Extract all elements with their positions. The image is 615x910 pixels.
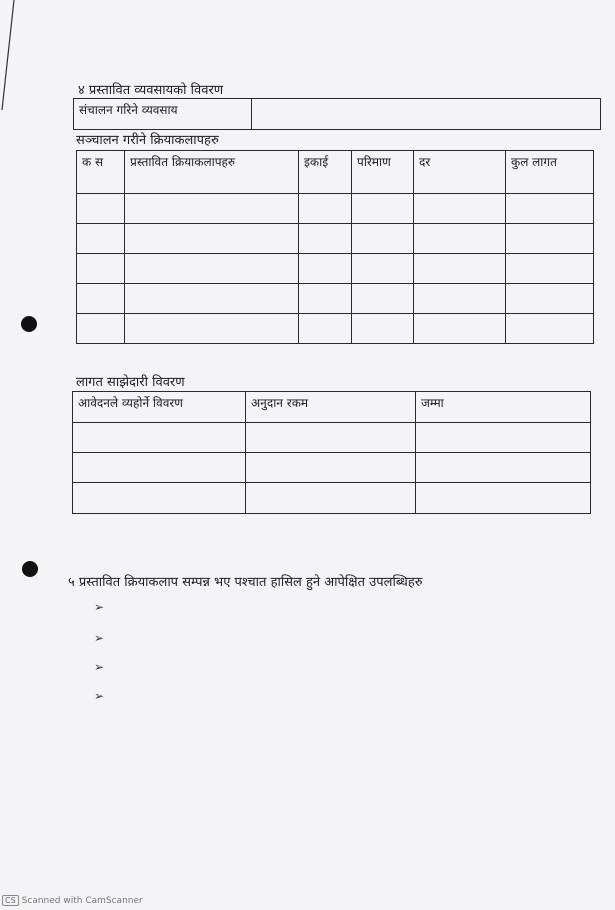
camscanner-watermark (2, 895, 143, 906)
table-cell (414, 284, 506, 314)
table-row (77, 194, 594, 224)
table-row (77, 224, 594, 254)
table-row (77, 314, 594, 344)
table-cell (506, 224, 594, 254)
table-cell (416, 423, 591, 453)
section4-title: ४ प्रस्तावित व्यवसायको विवरण (78, 83, 224, 98)
arrowhead-bullet-icon: ➢ (94, 689, 105, 703)
col-header-unit: इकाई (299, 151, 352, 194)
arrowhead-bullet-icon: ➢ (94, 660, 105, 674)
table-cell (125, 194, 299, 224)
arrowhead-bullet-icon: ➢ (94, 600, 105, 614)
table-cell (352, 254, 414, 284)
arrowhead-bullet-icon: ➢ (94, 631, 105, 645)
table-cell (246, 453, 416, 483)
table-cell (125, 254, 299, 284)
business-value (252, 99, 601, 130)
activities-table (76, 150, 594, 344)
table-cell (77, 314, 125, 344)
col-header-activities: प्रस्तावित क्रियाकलापहरु (125, 151, 299, 194)
cost-sharing-title: लागत साझेदारी विवरण (76, 375, 185, 390)
section5-title: ५ प्रस्तावित क्रियाकलाप सम्पन्न भए पश्चात हासिल हुने आपेक्षित उपलब्धिहरु (68, 575, 423, 590)
table-row (73, 453, 591, 483)
business-label: संचालन गरिने व्यवसाय (74, 99, 252, 130)
table-cell (125, 314, 299, 344)
table-cell (299, 224, 352, 254)
col-header-grant-amount: अनुदान रकम (246, 392, 416, 423)
cost-sharing-table (72, 391, 591, 514)
table-cell (77, 224, 125, 254)
table-cell (246, 483, 416, 514)
table-cell (414, 314, 506, 344)
table-cell (416, 483, 591, 514)
watermark-text: Scanned with CamScanner (21, 895, 143, 906)
table-cell (73, 423, 246, 453)
table-row (73, 423, 591, 453)
activities-header-row (77, 151, 594, 194)
table-cell (246, 423, 416, 453)
table-cell (506, 314, 594, 344)
cost-sharing-header-row (73, 392, 591, 423)
list-item (94, 660, 104, 674)
table-cell (77, 284, 125, 314)
page-edge-line (0, 0, 20, 120)
col-header-quantity: परिमाण (352, 151, 414, 194)
table-cell (416, 453, 591, 483)
table-cell (77, 254, 125, 284)
table-cell (352, 284, 414, 314)
punch-hole (22, 561, 38, 577)
camscanner-logo: CS (2, 895, 19, 906)
table-cell (352, 224, 414, 254)
table-cell (414, 254, 506, 284)
list-item (94, 600, 104, 614)
list-item (94, 689, 104, 703)
table-cell (299, 194, 352, 224)
table-cell (299, 284, 352, 314)
table-row (77, 284, 594, 314)
table-cell (299, 314, 352, 344)
business-table (73, 98, 601, 130)
table-cell (73, 483, 246, 514)
table-cell (506, 254, 594, 284)
col-header-sn: क स (77, 151, 125, 194)
col-header-total-cost: कुल लागत (506, 151, 594, 194)
table-cell (77, 194, 125, 224)
table-row (73, 483, 591, 514)
table-row (77, 254, 594, 284)
table-cell (506, 194, 594, 224)
table-cell (414, 224, 506, 254)
col-header-rate: दर (414, 151, 506, 194)
col-header-total: जम्मा (416, 392, 591, 423)
table-cell (125, 284, 299, 314)
punch-hole (21, 316, 37, 332)
table-cell (299, 254, 352, 284)
table-cell (414, 194, 506, 224)
table-cell (352, 314, 414, 344)
activities-title: सञ्चालन गरीने क्रियाकलापहरु (76, 133, 219, 148)
table-cell (506, 284, 594, 314)
table-cell (352, 194, 414, 224)
col-header-applicant-share: आवेदनले व्यहोर्ने विवरण (73, 392, 246, 423)
table-cell (125, 224, 299, 254)
table-cell (73, 453, 246, 483)
list-item (94, 631, 104, 645)
